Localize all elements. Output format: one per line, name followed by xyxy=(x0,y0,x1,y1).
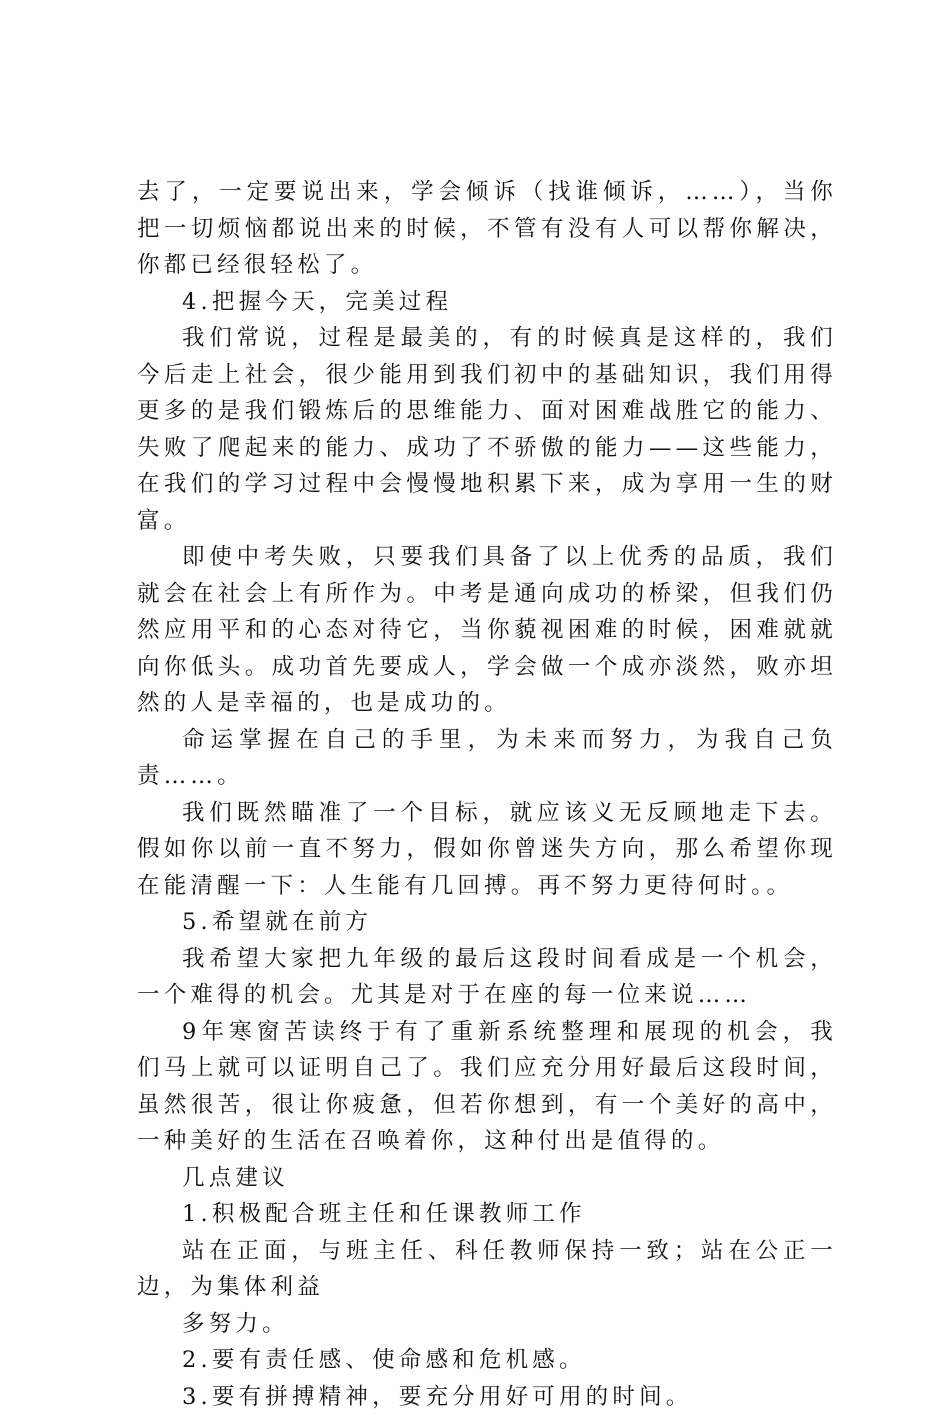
section-heading-5: 5.希望就在前方 xyxy=(137,904,837,941)
section-heading-suggestions: 几点建议 xyxy=(137,1160,837,1197)
section-heading-4: 4.把握今天，完美过程 xyxy=(137,284,837,321)
suggestion-item-1: 1.积极配合班主任和任课教师工作 xyxy=(137,1196,837,1233)
paragraph: 多努力。 xyxy=(137,1306,837,1343)
document-page xyxy=(137,174,837,1415)
paragraph: 站在正面，与班主任、科任教师保持一致；站在公正一边，为集体利益 xyxy=(137,1233,837,1306)
paragraph: 我们既然瞄准了一个目标，就应该义无反顾地走下去。假如你以前一直不努力，假如你曾迷失方向，那么希望你现在能清醒一下：人生能有几回搏。再不努力更待何时。。 xyxy=(137,795,837,905)
paragraph-continuation: 去了，一定要说出来，学会倾诉（找谁倾诉，……），当你把一切烦恼都说出来的时候，不管有没有人可以帮你解决，你都已经很轻松了。 xyxy=(137,174,837,284)
paragraph: 即使中考失败，只要我们具备了以上优秀的品质，我们就会在社会上有所作为。中考是通向成功的桥梁，但我们仍然应用平和的心态对待它，当你藐视困难的时候，困难就就向你低头。成功首先要成人，学会做一个成亦淡然，败亦坦然的人是幸福的，也是成功的。 xyxy=(137,539,837,722)
paragraph: 我希望大家把九年级的最后这段时间看成是一个机会，一个难得的机会。尤其是对于在座的每一位来说…… xyxy=(137,941,837,1014)
paragraph: 9年寒窗苦读终于有了重新系统整理和展现的机会，我们马上就可以证明自己了。我们应充分用好最后这段时间，虽然很苦，很让你疲惫，但若你想到，有一个美好的高中，一种美好的生活在召唤着你，这种付出是值得的。 xyxy=(137,1014,837,1160)
paragraph: 命运掌握在自己的手里，为未来而努力，为我自己负责……。 xyxy=(137,722,837,795)
suggestion-item-3: 3.要有拼搏精神，要充分用好可用的时间。 xyxy=(137,1379,837,1415)
suggestion-item-2: 2.要有责任感、使命感和危机感。 xyxy=(137,1342,837,1379)
paragraph: 我们常说，过程是最美的，有的时候真是这样的，我们今后走上社会，很少能用到我们初中的基础知识，我们用得更多的是我们锻炼后的思维能力、面对困难战胜它的能力、失败了爬起来的能力、成功了不骄傲的能力——这些能力，在我们的学习过程中会慢慢地积累下来，成为享用一生的财富。 xyxy=(137,320,837,539)
